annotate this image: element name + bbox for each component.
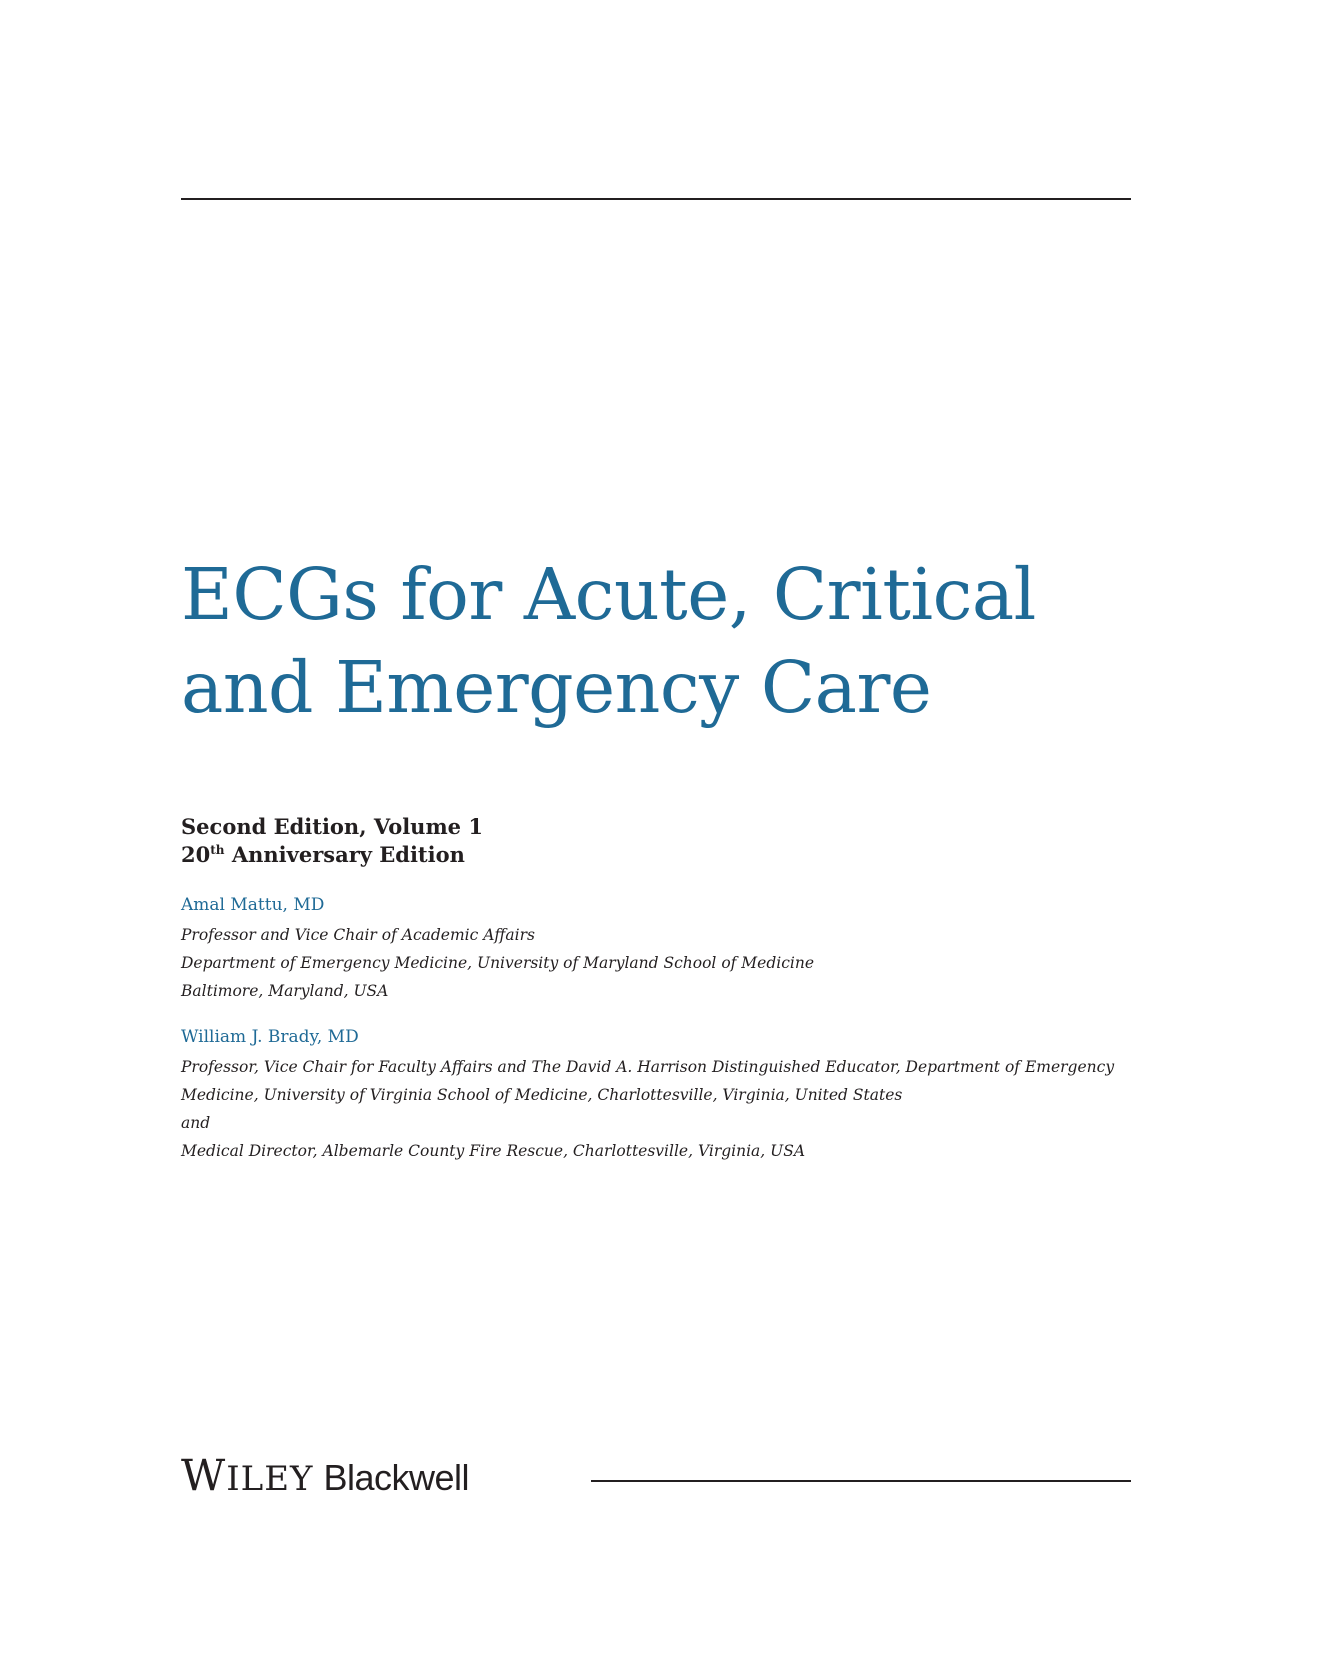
wiley-wordmark — [181, 1451, 313, 1501]
anniversary-edition — [181, 841, 483, 869]
book-title-line-2: and Emergency Care — [181, 646, 932, 729]
bottom-divider — [591, 1480, 1131, 1482]
author-name-brady: William J. Brady, MD — [181, 1027, 359, 1047]
affiliation-line: Baltimore, Maryland, USA — [181, 982, 389, 1000]
wiley-rest: ILEY — [226, 1459, 314, 1499]
affiliation-line: Professor, Vice Chair for Faculty Affairs and The David A. Harrison Distinguished Educator, Department of Emergency — [181, 1058, 1115, 1076]
book-title — [181, 548, 1181, 734]
author-affiliation-brady — [181, 1053, 1114, 1165]
blackwell-wordmark: Blackwell — [323, 1457, 470, 1498]
top-divider — [181, 198, 1131, 200]
affiliation-line: Medical Director, Albemarle County Fire Rescue, Charlottesville, Virginia, USA — [181, 1142, 806, 1160]
book-title-line-1: ECGs for Acute, Critical — [181, 553, 1036, 636]
edition-volume: Second Edition, Volume 1 — [181, 814, 483, 839]
author-name-mattu: Amal Mattu, MD — [181, 895, 325, 915]
edition-info — [181, 813, 483, 869]
affiliation-line: and — [181, 1114, 211, 1132]
affiliation-line: Medicine, University of Virginia School of Medicine, Charlottesville, Virginia, United States — [181, 1086, 903, 1104]
wiley-initial: W — [181, 1451, 227, 1501]
anniversary-suffix: th — [210, 843, 225, 857]
anniversary-number: 20 — [181, 842, 211, 867]
affiliation-line: Department of Emergency Medicine, University of Maryland School of Medicine — [181, 954, 815, 972]
anniversary-text: Anniversary Edition — [224, 842, 465, 867]
affiliation-line: Professor and Vice Chair of Academic Affairs — [181, 926, 535, 944]
publisher-logo — [181, 1451, 469, 1501]
author-affiliation-mattu — [181, 921, 814, 1005]
